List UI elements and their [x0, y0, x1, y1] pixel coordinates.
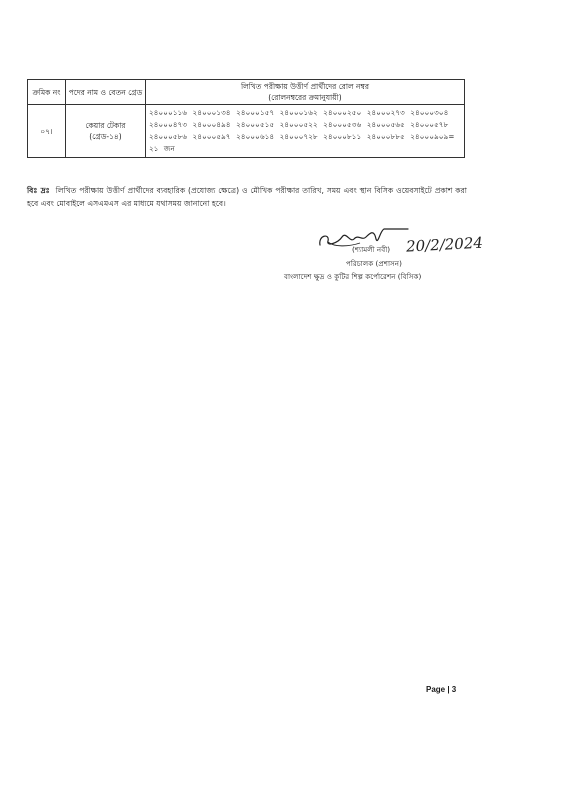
note-label: বিঃ দ্রঃ: [27, 186, 50, 195]
table-header-row: [28, 80, 465, 105]
header-roll-subtitle: (রোলনম্বরের ক্রমানুযায়ী): [268, 93, 342, 102]
results-table: [27, 79, 465, 158]
header-roll-title: লিখিত পরীক্ষায় উত্তীর্ণ প্রার্থীদের রোল নম্বর: [240, 82, 370, 91]
row-serial: ০৭।: [28, 105, 66, 158]
row-rolls: [146, 105, 465, 158]
note-text: লিখিত পরীক্ষায় উত্তীর্ণ প্রার্থীদের ব্যবহারিক (প্রযোজ্য ক্ষেত্রে) ও মৌখিক পরীক্ষার তারিখ, সময় এবং স্থান বিসিক ওয়েবসাইটে প্রকাশ করা হবে এবং মোবাইলে এসএমএস এর মাধ্যমে যথাসময় জানানো হবে।: [27, 186, 467, 208]
roll-line: ২৪০০০৫৮৬ ২৪০০০৫৯৭ ২৪০০০৬১৪ ২৪০০০৭২৮ ২৪০০০৮১১ ২৪০০০৮৮৫ ২৪০০০৯০৯=: [149, 132, 455, 141]
header-roll: [146, 80, 465, 105]
row-post: [66, 105, 146, 158]
row-post-grade: (গ্রেড-১৪): [89, 132, 122, 141]
svg-text:20/2/2024: 20/2/2024: [405, 233, 484, 256]
roll-line: ২৪০০০৪৭৩ ২৪০০০৪৯৪ ২৪০০০৫১৫ ২৪০০০৫২২ ২৪০০০৫৩৬ ২৪০০০৫৬৫ ২৪০০০৫৭৮: [149, 120, 449, 129]
table-row: [28, 105, 465, 158]
roll-line: ২৪০০০১১৬ ২৪০০০১৩৪ ২৪০০০১৫৭ ২৪০০০১৬২ ২৪০০০২৫০ ২৪০০০২৭৩ ২৪০০০৩০৪: [149, 108, 449, 117]
signature-block: [268, 225, 484, 293]
header-serial: ক্রমিক নং: [28, 80, 66, 105]
row-post-name: কেয়ার টেকার: [85, 121, 126, 130]
signatory-name: (শ্যামলী নবী): [352, 245, 391, 254]
note-paragraph: [27, 184, 467, 210]
signatory-organization: বাংলাদেশ ক্ষুদ্র ও কুটির শিল্প কর্পোরেশন (বিসিক): [284, 272, 422, 281]
page-number: Page | 3: [426, 685, 457, 694]
roll-total: ২১ জন: [149, 144, 175, 153]
header-post: পদের নাম ও বেতন গ্রেড: [66, 80, 146, 105]
signatory-title: পরিচালক (প্রশাসন): [346, 259, 402, 268]
